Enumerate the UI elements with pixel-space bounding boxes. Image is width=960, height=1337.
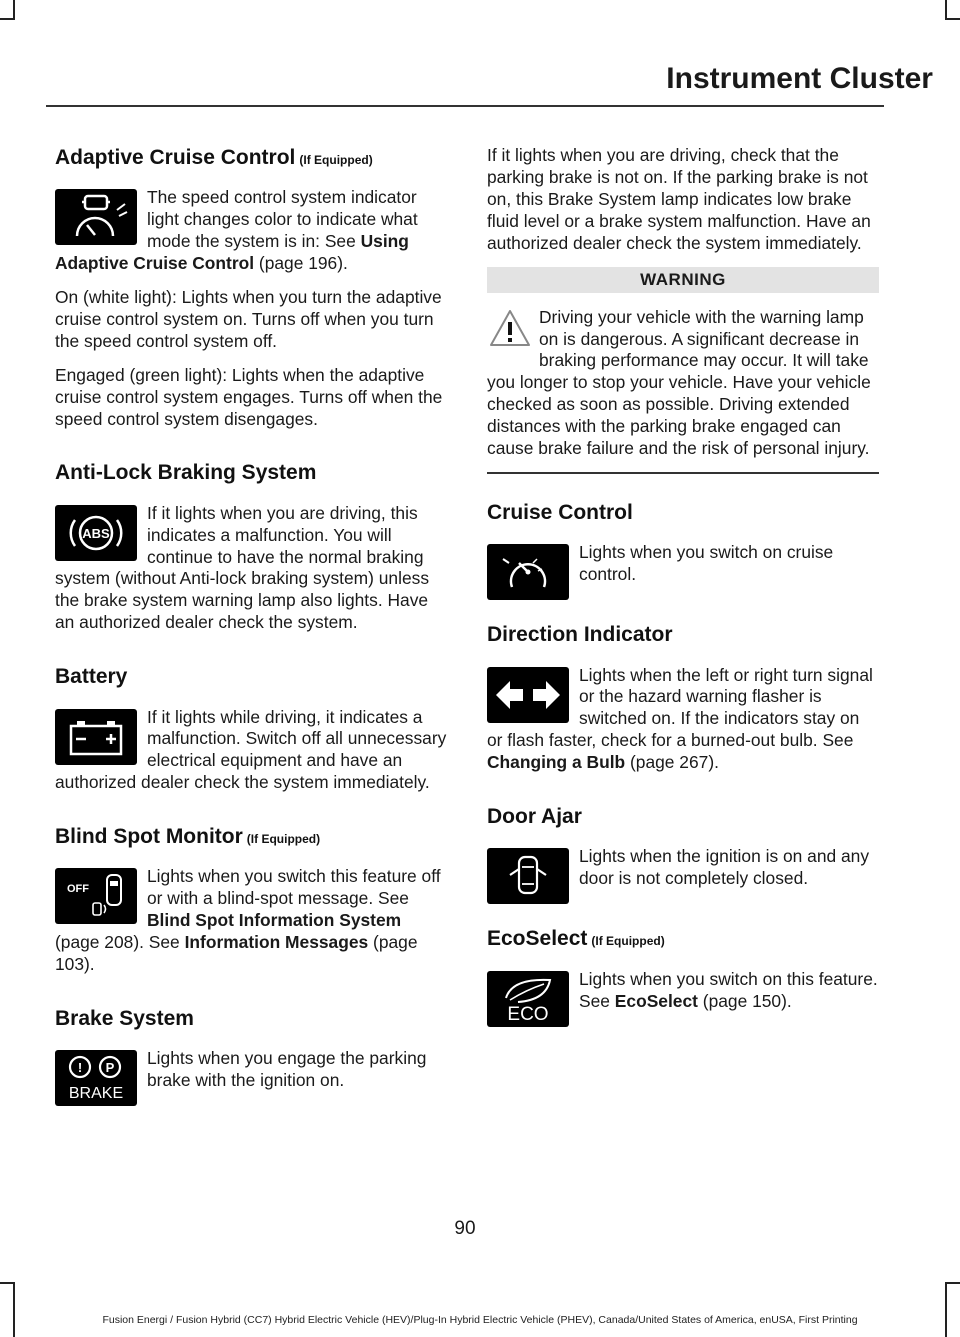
blind-spot-off-icon — [55, 868, 137, 924]
crop-mark — [13, 1282, 15, 1337]
section-title: Door Ajar — [487, 805, 582, 829]
section-title — [487, 926, 879, 952]
crop-mark — [13, 0, 15, 20]
brake-warning-icon — [55, 1050, 137, 1106]
if-equipped-note: (If Equipped) — [591, 934, 665, 949]
section-body: Engaged (green light): Lights when the adaptive cruise control system engages. Turns off when the speed control system disengages. — [55, 364, 443, 429]
section-body: If it lights while driving, it indicates a malfunction. Switch off all unnecessary electrical equipment and have an authorized dealer check the system immediately. — [55, 706, 447, 793]
section-body: Lights when the ignition is on and any door is not completely closed. — [579, 846, 870, 889]
svg-text:P: P — [105, 1060, 115, 1076]
section-direction-indicator — [487, 622, 879, 786]
right-column — [487, 145, 879, 1049]
footer-text: Fusion Energi / Fusion Hybrid (CC7) Hybrid Electric Vehicle (HEV)/Plug-In Hybrid Electric Vehicle (PHEV), Canada/United States of America, enUSA, First Printing — [102, 1314, 858, 1326]
warning-heading: WARNING — [487, 267, 879, 293]
cross-reference-link[interactable]: Using Adaptive Cruise Control — [55, 231, 409, 274]
section-title: Battery — [55, 665, 128, 689]
crop-mark — [0, 1282, 15, 1284]
warning-divider — [487, 472, 879, 474]
section-title — [55, 145, 447, 171]
eco-leaf-icon — [487, 971, 569, 1027]
section-title: Brake System — [55, 1007, 194, 1031]
svg-text:!: ! — [77, 1060, 83, 1076]
crop-mark — [945, 1282, 960, 1284]
abs-icon — [55, 505, 137, 561]
cross-reference-link[interactable]: EcoSelect — [614, 990, 698, 1011]
section-title: Direction Indicator — [487, 623, 673, 647]
body-text: Lights when you switch this feature off or with a blind-spot message. See — [147, 866, 441, 909]
cross-reference-link[interactable]: Blind Spot Information System — [147, 910, 402, 931]
page-reference: (page 103). — [55, 932, 418, 975]
page-reference: (page 196). — [258, 253, 348, 274]
section-brake-system — [55, 1006, 447, 1110]
section-body: On (white light): Lights when you turn the adaptive cruise control system on. Turns off when you turn the speed control system off. — [55, 286, 442, 351]
cross-reference-link[interactable]: Information Messages — [184, 932, 369, 953]
section-title — [55, 824, 447, 850]
adaptive-cruise-control-icon — [55, 189, 137, 245]
battery-icon — [55, 709, 137, 765]
crop-mark — [0, 18, 15, 20]
section-title-text: EcoSelect — [487, 927, 588, 951]
page-title: Instrument Cluster — [666, 62, 933, 95]
crop-mark — [945, 1282, 947, 1337]
section-battery — [55, 664, 447, 806]
section-anti-lock-braking — [55, 460, 447, 646]
header-divider — [46, 105, 884, 107]
crop-mark — [945, 18, 960, 20]
cruise-control-icon — [487, 544, 569, 600]
body-text: Lights when the left or right turn signal or the hazard warning flasher is switched on. If the indicators stay on or flash faster, check for a burned-out bulb. See — [487, 664, 873, 751]
if-equipped-note: (If Equipped) — [246, 832, 321, 847]
section-title-text: Blind Spot Monitor — [55, 825, 243, 849]
section-adaptive-cruise-control — [55, 145, 447, 442]
page-reference: (page 267). — [630, 752, 719, 773]
section-title-text: Adaptive Cruise Control — [55, 146, 296, 169]
section-ecoselect — [487, 926, 879, 1030]
if-equipped-note: (If Equipped) — [299, 153, 373, 167]
body-text: The speed control system indicator light changes color to indicate what mode the system is in: See — [147, 187, 418, 252]
body-text: Lights when you switch on this feature. See — [579, 968, 878, 1011]
left-column — [55, 145, 447, 1128]
crop-mark — [945, 0, 947, 20]
section-title: Anti-Lock Braking System — [55, 461, 317, 485]
cross-reference-link[interactable]: Changing a Bulb — [487, 752, 626, 773]
blind-spot-icon-label: OFF — [67, 883, 89, 896]
turn-signal-icon — [487, 667, 569, 723]
page-reference: (page 208). See — [55, 932, 180, 953]
eco-icon-label: ECO — [507, 1003, 549, 1025]
warning-triangle-icon — [487, 307, 539, 353]
section-blind-spot-monitor — [55, 824, 447, 988]
warning-text: Driving your vehicle with the warning lamp on is dangerous. A significant decrease in braking performance may occur. It will take you longer to stop your vehicle. Have your vehicle checked as soon as possible. Driving extended distances with the parking brake engaged can cause brake failure and the risk of personal injury. — [487, 306, 871, 459]
section-cruise-control — [487, 500, 879, 604]
abs-icon-label: ABS — [82, 525, 110, 541]
brake-icon-label: BRAKE — [68, 1085, 124, 1103]
section-body: If it lights when you are driving, check that the parking brake is not on. If the parking brake is not on, this Brake System lamp indicates low brake fluid level or a brake system malfunction. Have an authorized dealer check the system immediately. — [487, 145, 871, 253]
section-body: If it lights when you are driving, this indicates a malfunction. You will continue to have the normal braking system (without Anti-lock braking system) unless the brake system warning lamp also lights. Have an authorized dealer check the system. — [55, 502, 430, 633]
section-title: Cruise Control — [487, 501, 633, 525]
warning-box — [487, 267, 879, 474]
section-door-ajar — [487, 804, 879, 908]
page-number: 90 — [454, 1218, 476, 1239]
page-reference: (page 150). — [702, 990, 792, 1011]
section-body: Lights when you switch on cruise control. — [579, 542, 834, 585]
section-body: Lights when you engage the parking brake with the ignition on. — [147, 1048, 427, 1091]
door-ajar-icon — [487, 848, 569, 904]
